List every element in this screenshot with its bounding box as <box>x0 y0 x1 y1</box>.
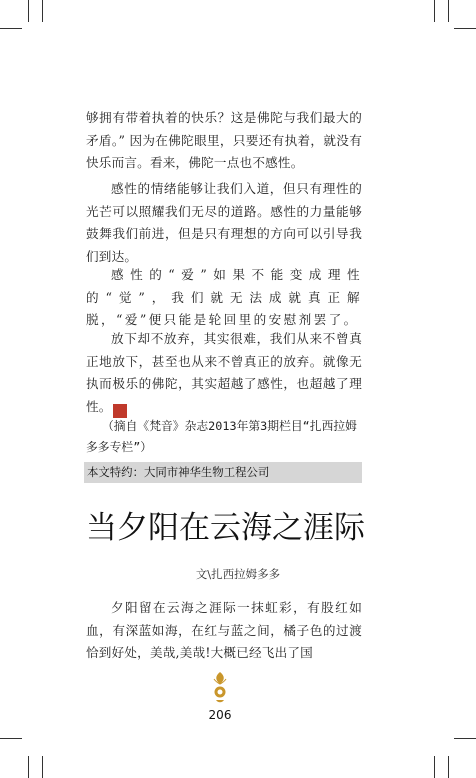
crop-mark <box>448 756 449 778</box>
article-title: 当夕阳在云海之涯际 <box>86 510 365 546</box>
crop-mark <box>42 0 43 22</box>
source-note: （摘自《梵音》杂志2013年第3期栏目“扎西拉姆多多专栏”） <box>86 419 357 454</box>
body-paragraph-4 <box>86 328 362 418</box>
body-paragraph-1: 够拥有带着执着的快乐？这是佛陀与我们最大的矛盾。” 因为在佛陀眼里，只要还有执着，就没有快乐而言。看来，佛陀一点也不感性。 <box>86 110 362 170</box>
crop-mark <box>434 756 435 778</box>
sponsor-bar: 本文特约：大同市神华生物工程公司 <box>84 462 362 483</box>
crop-mark <box>0 738 22 739</box>
crop-mark <box>28 0 29 22</box>
body-paragraph-2: 感性的情绪能够让我们入道，但只有理性的光芒可以照耀我们无尽的道路。感性的力量能够鼓舞我们前进，但是只有理想的方向可以引导我们到达。 <box>86 181 362 264</box>
article-body: 夕阳留在云海之涯际一抹虹彩，有股红如血，有深蓝如海，在红与蓝之间，橘子色的过渡恰到好处，美哉,美哉!大概已经飞出了国 <box>86 600 362 660</box>
crop-mark <box>448 0 449 22</box>
crop-mark <box>454 28 476 29</box>
lotus-ornament-icon <box>211 670 229 706</box>
article-byline: 文\扎西拉姆多多 <box>195 567 281 581</box>
seal-stamp-icon: 藏 <box>113 404 127 418</box>
body-paragraph-4-text: 放下却不放弃，其实很难，我们从来不曾真正地放下，甚至也从来不曾真正的放弃。就像无执而极乐的佛陀，其实超越了感性，也超越了理性。 <box>86 331 362 414</box>
crop-mark <box>42 756 43 778</box>
crop-mark <box>454 738 476 739</box>
body-paragraph-3: 感性的“爱”如果不能变成理性的“觉”，我们就无法成就真正解脱，“爱”便只能是轮回里的安慰剂罢了。 <box>86 267 362 327</box>
page-number: 206 <box>208 708 232 722</box>
crop-mark <box>0 28 22 29</box>
crop-mark <box>434 0 435 22</box>
crop-mark <box>28 756 29 778</box>
